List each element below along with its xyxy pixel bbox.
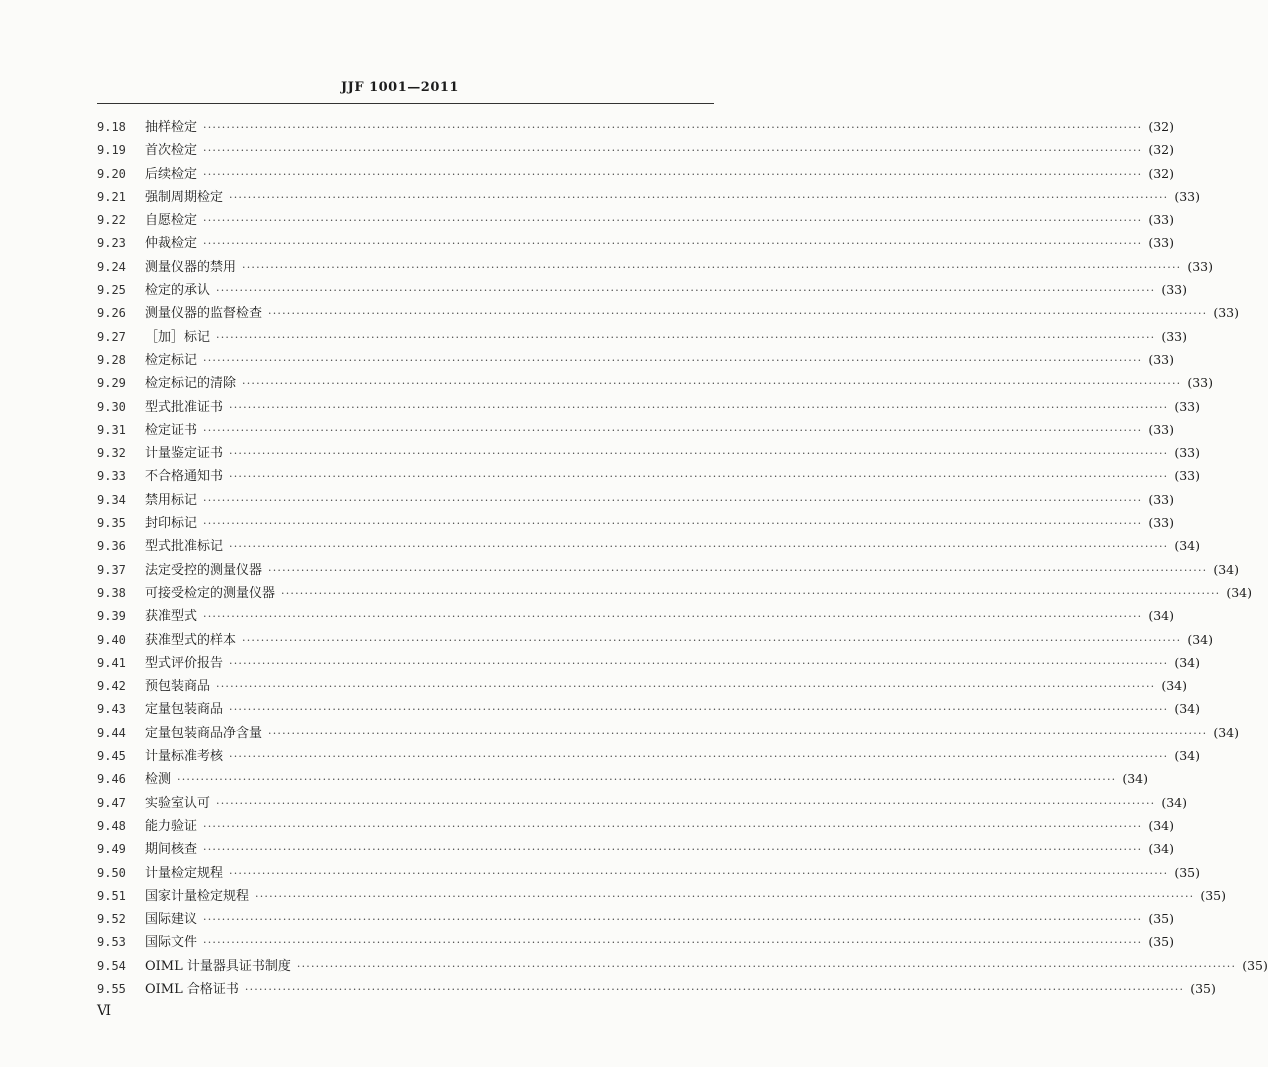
toc-entry-title: 仲裁检定 [145, 236, 198, 252]
dot-leader: ········································································································································································································ [229, 703, 1169, 717]
dot-leader: ········································································································································································································ [203, 493, 1143, 507]
toc-entry [97, 489, 1175, 512]
toc-entry-number: 9.38 [97, 585, 126, 600]
toc-entry-number: 9.37 [97, 562, 126, 577]
dot-leader: ········································································································································································································ [229, 540, 1169, 554]
toc-entry-title: 强制周期检定 [145, 189, 224, 205]
toc-entry-title: OIML 计量器具证书制度 [145, 958, 291, 974]
toc-entry-page: (34) [1174, 701, 1201, 717]
toc-entry-page: (34) [1213, 724, 1240, 740]
toc-entry-title: 检定标记 [145, 352, 198, 368]
toc-entry-number: 9.53 [97, 935, 126, 950]
toc-entry [97, 931, 1175, 954]
dot-leader: ········································································································································································································ [177, 773, 1117, 787]
toc-entry [97, 722, 1240, 745]
toc-entry-title: 国际建议 [145, 912, 198, 928]
toc-entry-page: (32) [1148, 119, 1175, 134]
toc-entry-number: 9.45 [97, 749, 126, 764]
toc-entry-page: (35) [1190, 980, 1216, 996]
toc-entry-number: 9.47 [97, 795, 126, 810]
toc-entry-page: (34) [1122, 771, 1149, 787]
toc-entry-page: (34) [1174, 538, 1201, 554]
toc-entry-page: (34) [1213, 561, 1240, 577]
toc-entry [97, 279, 1188, 302]
toc-entry-title: 定量包装商品净含量 [145, 725, 263, 741]
toc-entry [97, 582, 1253, 605]
toc-entry-number: 9.55 [97, 981, 126, 996]
toc-entry-page: (35) [1174, 864, 1201, 880]
toc-entry-title: 计量标准考核 [145, 749, 224, 765]
toc-entry [97, 629, 1214, 652]
toc-entry-number: 9.41 [97, 655, 126, 670]
toc-entry-title: 禁用标记 [145, 492, 198, 508]
toc-entry-number: 9.24 [97, 259, 126, 274]
toc-entry [97, 838, 1175, 861]
dot-leader: ········································································································································································································ [268, 563, 1208, 577]
toc-entry [97, 163, 1175, 186]
toc-entry-number: 9.33 [97, 469, 126, 484]
table-of-contents [97, 116, 1268, 1001]
toc-entry-number: 9.23 [97, 236, 126, 251]
toc-entry-number: 9.29 [97, 376, 126, 391]
toc-entry [97, 139, 1175, 162]
toc-entry-number: 9.22 [97, 213, 126, 228]
toc-entry-title: 后续检定 [145, 166, 198, 182]
toc-entry-number: 9.49 [97, 842, 126, 857]
toc-entry-number: 9.35 [97, 516, 126, 531]
toc-entry-title: 抽样检定 [145, 120, 198, 135]
toc-entry-number: 9.46 [97, 772, 126, 787]
toc-entry-title: OIML 合格证书 [145, 981, 239, 997]
toc-entry-number: 9.36 [97, 539, 126, 554]
toc-entry [97, 605, 1175, 628]
page-number-footer: Ⅵ [97, 1003, 112, 1019]
toc-entry [97, 372, 1214, 395]
toc-entry-page: (35) [1242, 957, 1268, 973]
dot-leader: ········································································································································································································ [203, 936, 1143, 950]
toc-entry [97, 745, 1201, 768]
toc-entry-title: 能力验证 [145, 818, 198, 834]
dot-leader: ········································································································································································································ [229, 190, 1169, 204]
toc-entry-number: 9.40 [97, 632, 126, 647]
dot-leader: ········································································································································································································ [296, 959, 1237, 973]
dot-leader: ········································································································································································································ [244, 982, 1185, 996]
toc-entry-number: 9.32 [97, 446, 126, 461]
toc-entry-page: (35) [1148, 934, 1175, 950]
toc-entry [97, 885, 1227, 908]
dot-leader: ········································································································································································································ [203, 423, 1143, 437]
toc-entry-number: 9.18 [97, 120, 126, 134]
toc-entry-title: 自愿检定 [145, 213, 198, 229]
toc-entry [97, 465, 1201, 488]
toc-entry [97, 116, 1175, 139]
dot-leader: ········································································································································································································ [203, 610, 1143, 624]
toc-entry-page: (34) [1174, 748, 1201, 764]
toc-entry-page: (33) [1148, 421, 1175, 437]
dot-leader: ········································································································································································································ [216, 284, 1156, 298]
dot-leader: ········································································································································································································ [242, 633, 1182, 647]
toc-entry-number: 9.39 [97, 609, 126, 624]
toc-entry [97, 862, 1201, 885]
dot-leader: ········································································································································································································ [203, 819, 1143, 833]
toc-entry-page: (34) [1148, 608, 1175, 624]
header-rule [97, 103, 714, 104]
toc-entry-page: (34) [1148, 841, 1175, 857]
toc-entry-page: (33) [1148, 515, 1175, 531]
toc-entry-title: 国家计量检定规程 [145, 888, 250, 904]
toc-entry-page: (33) [1187, 258, 1214, 274]
toc-entry [97, 209, 1175, 232]
toc-entry-page: (33) [1174, 188, 1201, 204]
toc-entry-page: (33) [1148, 351, 1175, 367]
toc-entry-page: (34) [1161, 794, 1188, 810]
toc-entry-title: 获准型式的样本 [145, 632, 237, 648]
toc-entry-title: 检定证书 [145, 422, 198, 438]
toc-entry-page: (35) [1148, 911, 1175, 927]
toc-entry-title: 获准型式 [145, 609, 198, 625]
toc-entry [97, 675, 1188, 698]
dot-leader: ········································································································································································································ [216, 680, 1156, 694]
toc-entry [97, 442, 1201, 465]
dot-leader: ········································································································································································································ [281, 586, 1221, 600]
dot-leader: ········································································································································································································ [203, 167, 1143, 181]
toc-entry-title: 检定的承认 [145, 283, 211, 299]
toc-entry-title: 检定标记的清除 [145, 376, 237, 392]
toc-entry-page: (34) [1161, 678, 1188, 694]
document-header: JJF 1001—2011 [341, 80, 459, 95]
toc-entry [97, 349, 1175, 372]
toc-entry-page: (33) [1148, 235, 1175, 251]
toc-entry [97, 535, 1201, 558]
toc-entry-title: 封印标记 [145, 516, 198, 532]
toc-entry-number: 9.21 [97, 189, 126, 204]
dot-leader: ········································································································································································································ [242, 260, 1182, 274]
dot-leader: ········································································································································································································ [203, 843, 1143, 857]
toc-entry [97, 768, 1149, 791]
toc-entry-title: 法定受控的测量仪器 [145, 562, 263, 578]
toc-entry [97, 232, 1175, 255]
dot-leader: ········································································································································································································ [268, 307, 1208, 321]
toc-entry-page: (33) [1213, 305, 1240, 321]
toc-entry-page: (33) [1174, 445, 1201, 461]
toc-entry [97, 419, 1175, 442]
toc-entry-number: 9.43 [97, 702, 126, 717]
dot-leader: ········································································································································································································ [203, 144, 1143, 158]
dot-leader: ········································································································································································································ [216, 330, 1156, 344]
toc-entry-number: 9.50 [97, 865, 126, 880]
toc-entry-number: 9.54 [97, 958, 126, 973]
toc-entry-number: 9.31 [97, 422, 126, 437]
toc-entry-number: 9.27 [97, 329, 126, 344]
dot-leader: ········································································································································································································ [216, 796, 1156, 810]
toc-entry-number: 9.34 [97, 492, 126, 507]
toc-entry-title: 型式批准标记 [145, 539, 224, 555]
dot-leader: ········································································································································································································ [229, 470, 1169, 484]
toc-entry [97, 186, 1201, 209]
toc-entry [97, 302, 1240, 325]
dot-leader: ········································································································································································································ [203, 353, 1143, 367]
toc-entry [97, 908, 1175, 931]
dot-leader: ········································································································································································································ [229, 400, 1169, 414]
dot-leader: ········································································································································································································ [229, 656, 1169, 670]
toc-entry-number: 9.28 [97, 352, 126, 367]
toc-entry-number: 9.48 [97, 818, 126, 833]
toc-entry-title: 检测 [145, 772, 172, 788]
dot-leader: ········································································································································································································ [268, 726, 1208, 740]
dot-leader: ········································································································································································································ [203, 237, 1143, 251]
toc-entry-number: 9.25 [97, 283, 126, 298]
dot-leader: ········································································································································································································ [255, 889, 1195, 903]
toc-entry-number: 9.26 [97, 306, 126, 321]
toc-entry-title: 测量仪器的禁用 [145, 259, 237, 275]
toc-entry-number: 9.52 [97, 912, 126, 927]
toc-entry-page: (33) [1174, 468, 1201, 484]
toc-entry-title: 国际文件 [145, 935, 198, 951]
toc-entry-number: 9.42 [97, 679, 126, 694]
toc-entry-title: 型式评价报告 [145, 655, 224, 671]
toc-entry-number: 9.19 [97, 143, 126, 158]
toc-entry-page: (33) [1148, 491, 1175, 507]
toc-entry-title: 实验室认可 [145, 795, 211, 811]
toc-entry-title: 测量仪器的监督检查 [145, 306, 263, 322]
toc-entry [97, 326, 1188, 349]
toc-entry-page: (32) [1148, 165, 1175, 181]
toc-entry [97, 652, 1201, 675]
dot-leader: ········································································································································································································ [203, 214, 1143, 228]
toc-entry [97, 792, 1188, 815]
dot-leader: ········································································································································································································ [229, 866, 1169, 880]
toc-entry-page: (35) [1200, 887, 1227, 903]
toc-entry [97, 396, 1201, 419]
toc-entry-page: (34) [1148, 817, 1175, 833]
toc-entry-title: 计量检定规程 [145, 865, 224, 881]
toc-entry [97, 815, 1175, 838]
toc-entry [97, 559, 1240, 582]
toc-entry [97, 256, 1214, 279]
toc-entry-title: 计量鉴定证书 [145, 446, 224, 462]
toc-entry-number: 9.20 [97, 166, 126, 181]
toc-entry-title: 首次检定 [145, 143, 198, 159]
toc-entry-title: 不合格通知书 [145, 469, 224, 485]
toc-entry-page: (34) [1187, 631, 1214, 647]
toc-entry-page: (33) [1174, 398, 1201, 414]
toc-entry [97, 698, 1201, 721]
toc-entry-number: 9.44 [97, 725, 126, 740]
toc-entry-page: (32) [1148, 142, 1175, 158]
toc-entry [97, 512, 1175, 535]
toc-entry-title: 型式批准证书 [145, 399, 224, 415]
dot-leader: ········································································································································································································ [229, 750, 1169, 764]
toc-entry-page: (33) [1161, 328, 1188, 344]
toc-entry-page: (34) [1174, 654, 1201, 670]
dot-leader: ········································································································································································································ [203, 121, 1143, 134]
toc-entry-title: ［加］标记 [145, 329, 211, 345]
toc-entry-title: 期间核查 [145, 842, 198, 858]
toc-entry-page: (33) [1187, 375, 1214, 391]
toc-entry-number: 9.51 [97, 888, 126, 903]
toc-entry-number: 9.30 [97, 399, 126, 414]
toc-entry-title: 可接受检定的测量仪器 [145, 585, 276, 601]
dot-leader: ········································································································································································································ [229, 447, 1169, 461]
toc-entry-page: (33) [1148, 212, 1175, 228]
dot-leader: ········································································································································································································ [203, 517, 1143, 531]
dot-leader: ········································································································································································································ [242, 377, 1182, 391]
toc-entry-page: (34) [1226, 584, 1253, 600]
toc-entry-title: 定量包装商品 [145, 702, 224, 718]
dot-leader: ········································································································································································································ [203, 913, 1143, 927]
toc-entry [97, 955, 1268, 978]
toc-entry-title: 预包装商品 [145, 679, 211, 695]
toc-entry [97, 978, 1216, 1001]
toc-entry-page: (33) [1161, 282, 1188, 298]
